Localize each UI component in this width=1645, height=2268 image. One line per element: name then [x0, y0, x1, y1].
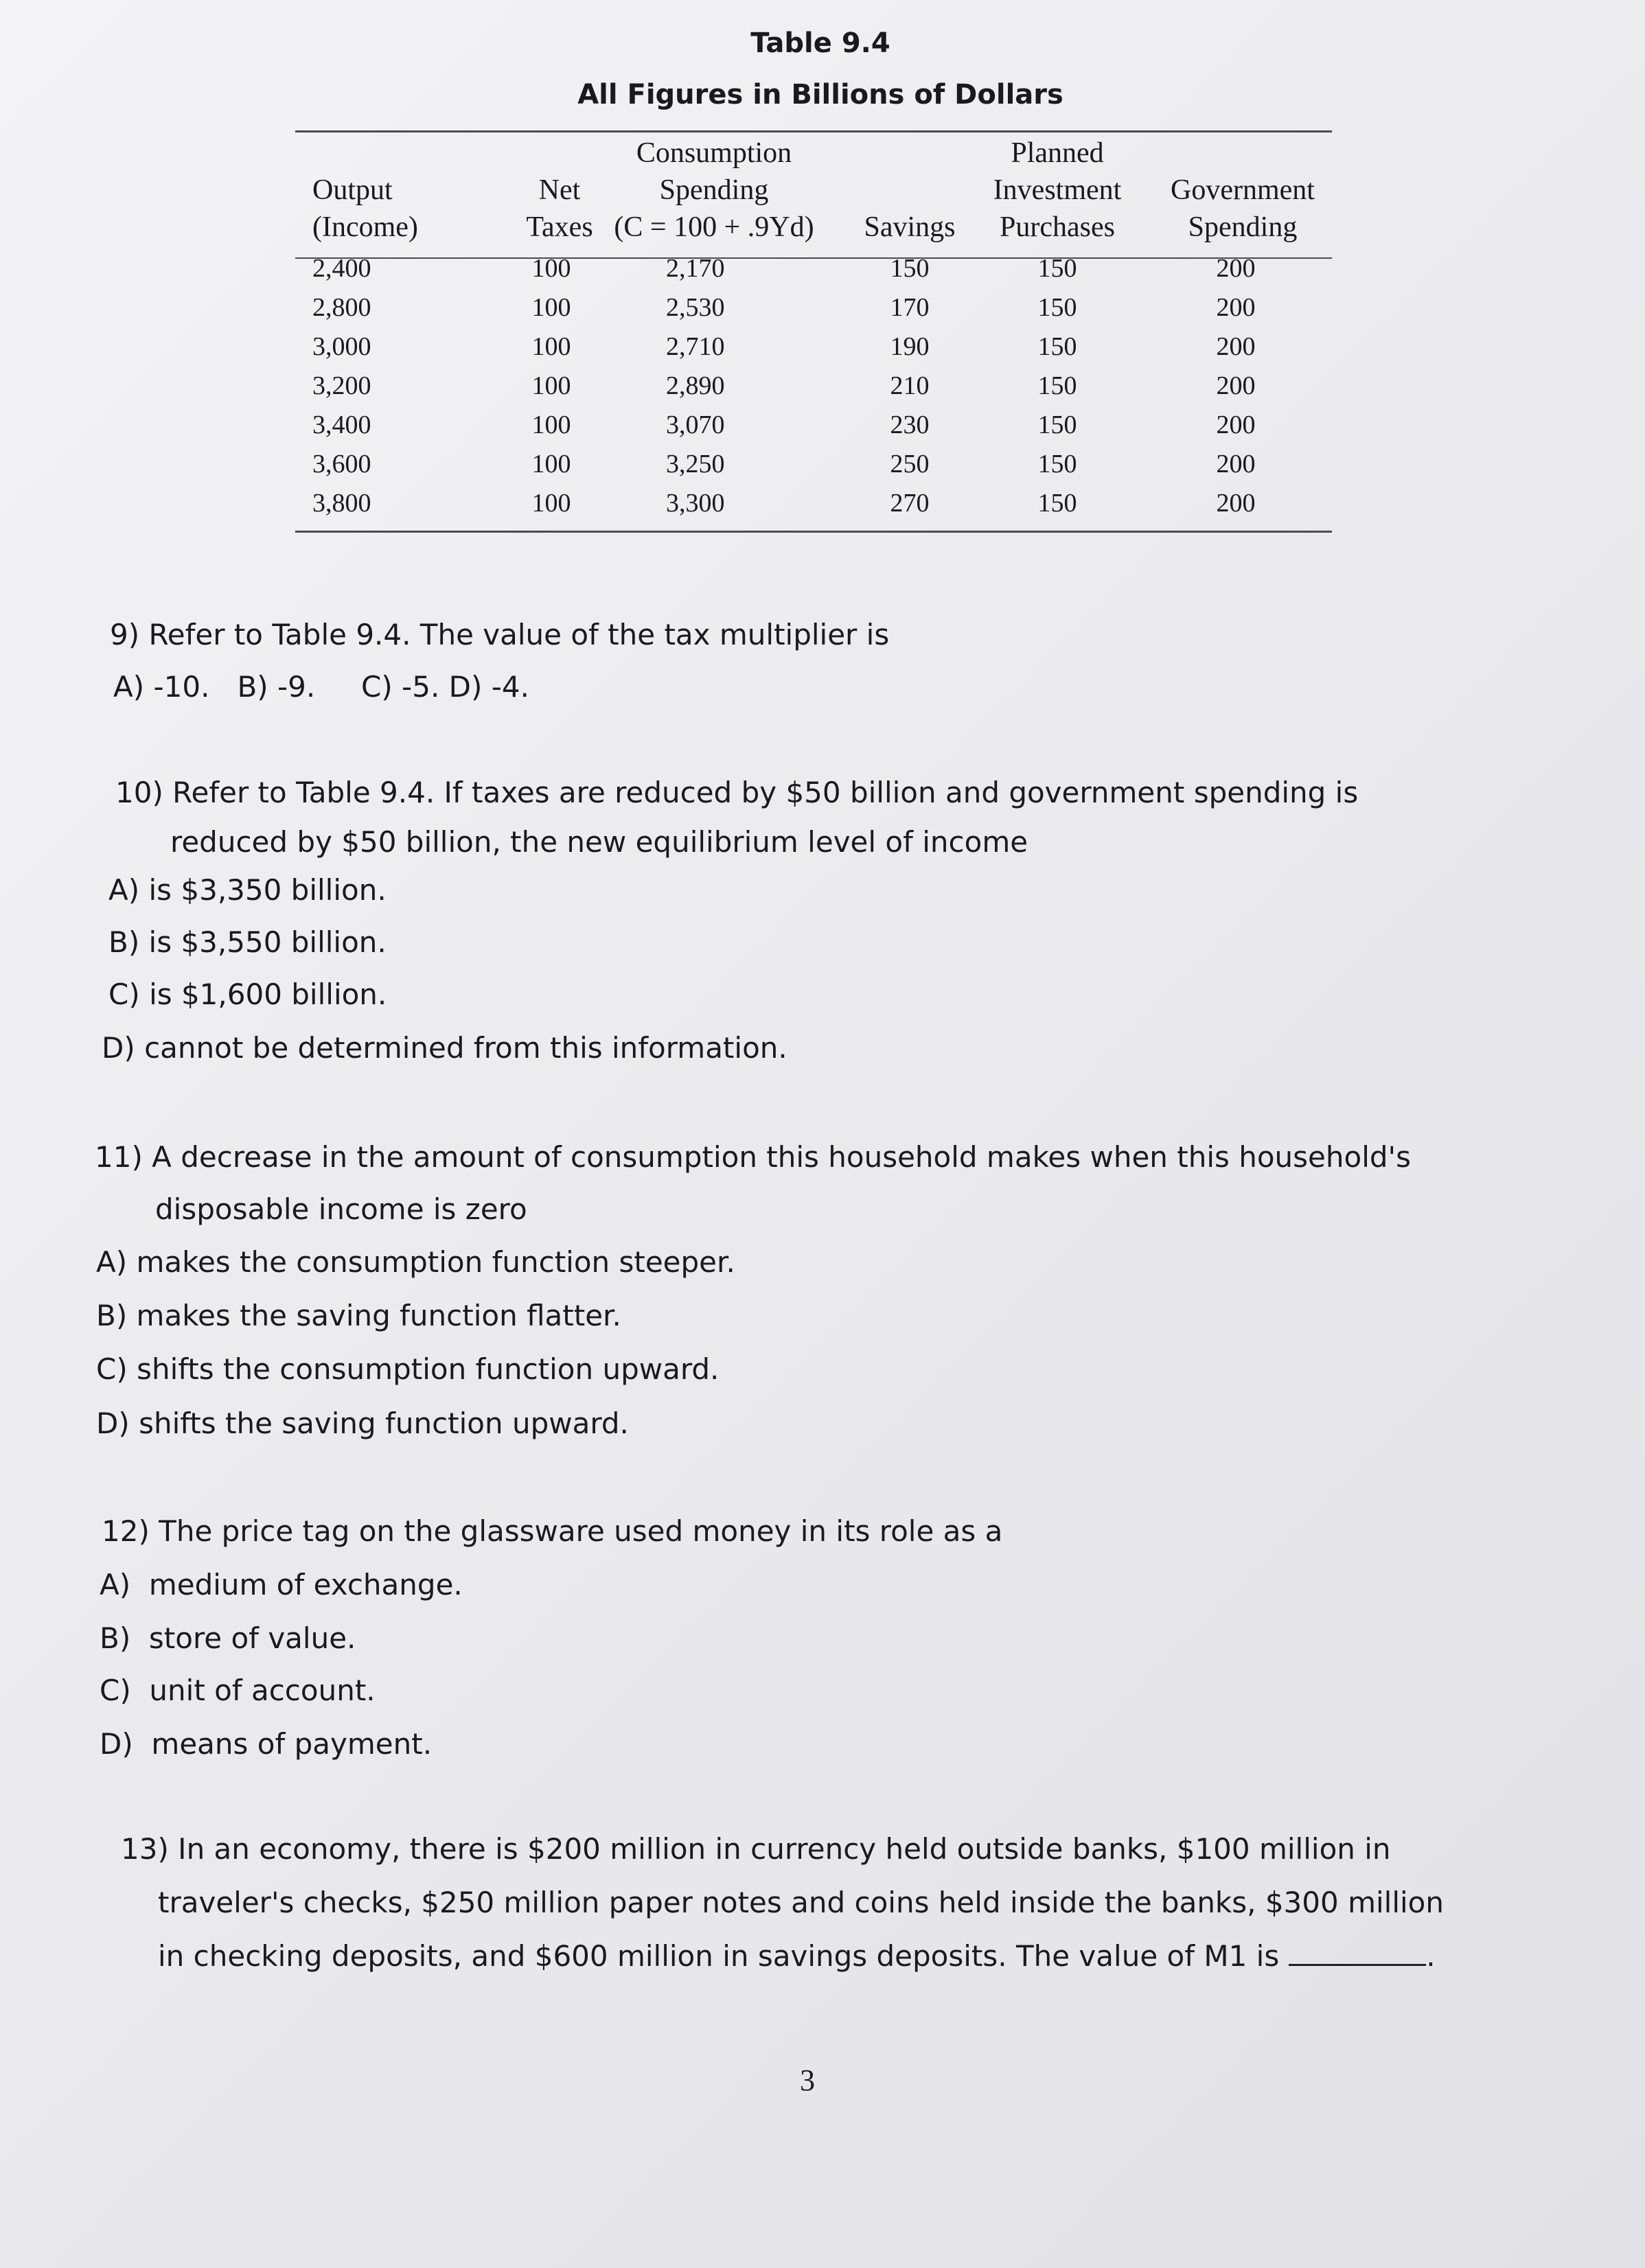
- question-11-option-c: C) shifts the consumption function upward.: [96, 1352, 720, 1386]
- table-cell: 210: [890, 371, 930, 400]
- question-11-stem-cont: disposable income is zero: [155, 1192, 527, 1226]
- table-cell: 230: [890, 410, 930, 439]
- table-cell: 2,530: [666, 293, 725, 322]
- table-cell: 150: [1037, 450, 1077, 478]
- table-title: Table 9.4: [750, 27, 890, 59]
- table-cell: 3,800: [312, 489, 371, 518]
- table-cell: 100: [531, 254, 571, 283]
- table-cell: 200: [1216, 371, 1256, 400]
- column-savings: [875, 249, 944, 523]
- header-output: Output (Income): [312, 174, 418, 243]
- header-government-spending: Government Spending: [1171, 174, 1315, 243]
- question-13-stem: 13) In an economy, there is $200 million in currency held outside banks, $100 million in: [121, 1832, 1391, 1866]
- question-10-stem: 10) Refer to Table 9.4. If taxes are reduced by $50 billion and government spending is: [115, 776, 1359, 809]
- question-13-stem-cont: traveler's checks, $250 million paper notes and coins held inside the banks, $300 million: [158, 1886, 1444, 1919]
- question-9-stem: 9) Refer to Table 9.4. The value of the tax multiplier is: [110, 618, 890, 651]
- table-cell: 200: [1216, 410, 1256, 439]
- table-cell: 150: [1037, 332, 1077, 361]
- table-cell: 190: [890, 332, 930, 361]
- table-cell: 100: [531, 450, 571, 478]
- column-output: [312, 249, 402, 523]
- table-cell: 2,890: [666, 371, 725, 400]
- table-cell: 100: [531, 489, 571, 518]
- table-cell: 100: [531, 371, 571, 400]
- table-cell: 3,300: [666, 489, 725, 518]
- question-10-option-b: B) is $3,550 billion.: [108, 925, 387, 959]
- column-planned-investment: [1023, 249, 1092, 523]
- question-12-option-a: A) medium of exchange.: [100, 1568, 463, 1601]
- table-cell: 100: [531, 410, 571, 439]
- question-13-stem-end: in checking deposits, and $600 million in savings deposits. The value of M1 is .: [158, 1939, 1436, 1973]
- column-net-taxes: [522, 249, 581, 523]
- header-savings: Savings: [864, 211, 956, 243]
- table-cell: 170: [890, 293, 930, 322]
- question-9-options: A) -10. B) -9. C) -5. D) -4.: [113, 670, 529, 704]
- question-11-option-a: A) makes the consumption function steeper.: [96, 1245, 735, 1279]
- header-planned-investment: Planned Investment Purchases: [993, 137, 1122, 243]
- table-cell: 150: [1037, 489, 1077, 518]
- question-12-option-c: C) unit of account.: [100, 1674, 376, 1707]
- table-top-rule: [295, 130, 1332, 132]
- table-cell: 3,000: [312, 332, 371, 361]
- table-cell: 3,600: [312, 450, 371, 478]
- table-cell: 200: [1216, 332, 1256, 361]
- question-11-option-d: D) shifts the saving function upward.: [96, 1407, 629, 1440]
- table-bottom-rule: [295, 531, 1332, 533]
- column-government-spending: [1201, 249, 1270, 523]
- column-consumption: [666, 249, 741, 523]
- table-cell: 2,710: [666, 332, 725, 361]
- table-cell: 2,400: [312, 254, 371, 283]
- table-cell: 150: [1037, 254, 1077, 283]
- answer-blank[interactable]: [1289, 1964, 1426, 1966]
- question-12-stem: 12) The price tag on the glassware used money in its role as a: [102, 1514, 1003, 1548]
- table-cell: 3,200: [312, 371, 371, 400]
- table-cell: 3,250: [666, 450, 725, 478]
- table-cell: 2,170: [666, 254, 725, 283]
- table-cell: 200: [1216, 254, 1256, 283]
- page-number: 3: [800, 2063, 815, 2097]
- table-header-rule: [295, 257, 1332, 259]
- table-cell: 150: [890, 254, 930, 283]
- question-10-option-c: C) is $1,600 billion.: [108, 977, 387, 1011]
- table-cell: 270: [890, 489, 930, 518]
- table-cell: 150: [1037, 371, 1077, 400]
- table-cell: 100: [531, 332, 571, 361]
- table-cell: 3,400: [312, 410, 371, 439]
- table-cell: 3,070: [666, 410, 725, 439]
- header-consumption: Consumption Spending (C = 100 + .9Yd): [614, 137, 814, 243]
- question-12-option-d: D) means of payment.: [100, 1727, 433, 1761]
- question-10-stem-cont: reduced by $50 billion, the new equilibrium level of income: [170, 825, 1028, 859]
- question-10-option-a: A) is $3,350 billion.: [108, 873, 387, 907]
- table-subtitle: All Figures in Billions of Dollars: [577, 79, 1063, 111]
- question-11-stem: 11) A decrease in the amount of consumption this household makes when this household's: [95, 1140, 1411, 1174]
- question-10-option-d: D) cannot be determined from this information.: [102, 1031, 787, 1065]
- table-cell: 200: [1216, 293, 1256, 322]
- table-cell: 200: [1216, 450, 1256, 478]
- table-cell: 250: [890, 450, 930, 478]
- table-cell: 2,800: [312, 293, 371, 322]
- table-cell: 100: [531, 293, 571, 322]
- question-12-option-b: B) store of value.: [100, 1621, 356, 1655]
- question-11-option-b: B) makes the saving function flatter.: [96, 1299, 621, 1332]
- table-cell: 150: [1037, 410, 1077, 439]
- header-net-taxes: Net Taxes: [526, 174, 593, 243]
- table-cell: 200: [1216, 489, 1256, 518]
- table-cell: 150: [1037, 293, 1077, 322]
